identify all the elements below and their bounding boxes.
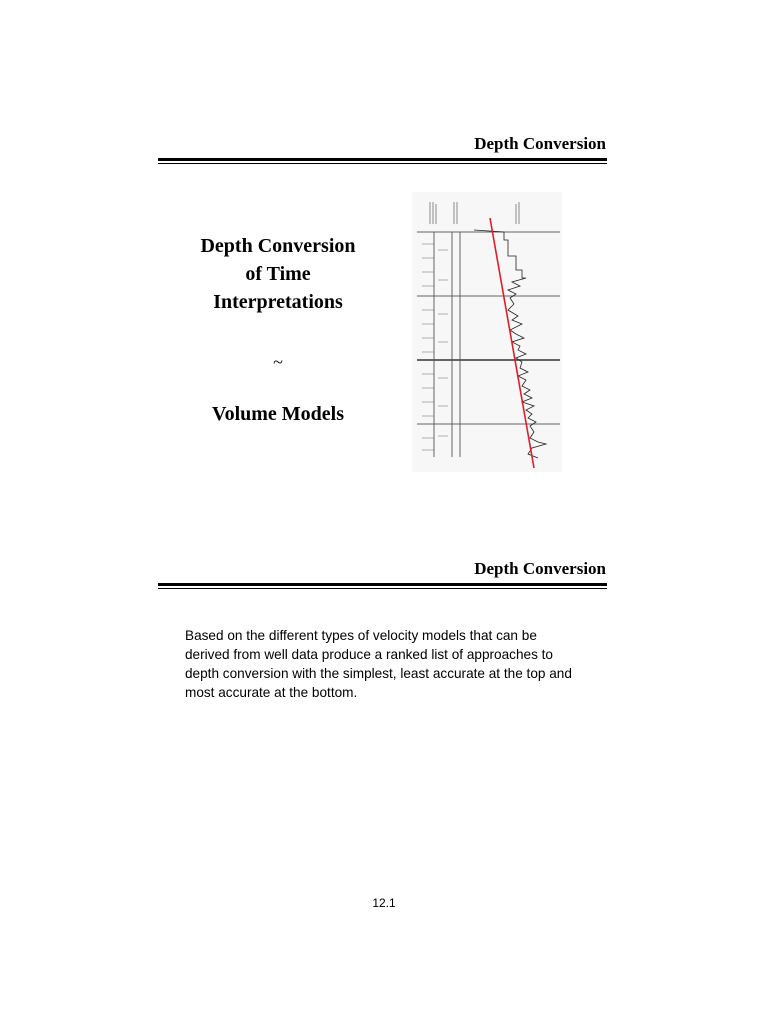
well-log-figure [412, 192, 562, 472]
slide1-header: Depth Conversion [474, 134, 606, 153]
slide2-body-text: Based on the different types of velocity models that can be derived from well data produce a ranked list of approaches to depth conversion with the simplest, least accurate at the top and most accurate at the bottom. [185, 628, 572, 700]
slide1-header-rule-thin [158, 163, 607, 164]
slide1-header-rule [158, 158, 607, 161]
slide1-title [170, 232, 386, 425]
title-line-2: of Time [245, 263, 311, 285]
well-log-background [412, 192, 562, 472]
slide2-header: Depth Conversion [474, 559, 606, 578]
title-separator: ~ [273, 352, 283, 372]
title-line-3: Interpretations [213, 291, 343, 313]
slide2-header-rule [158, 583, 607, 586]
page-number: 12.1 [372, 896, 396, 910]
title-line-1: Depth Conversion [200, 235, 356, 257]
slide1-subtitle: Volume Models [211, 403, 345, 425]
slide2-header-rule-thin [158, 588, 607, 589]
